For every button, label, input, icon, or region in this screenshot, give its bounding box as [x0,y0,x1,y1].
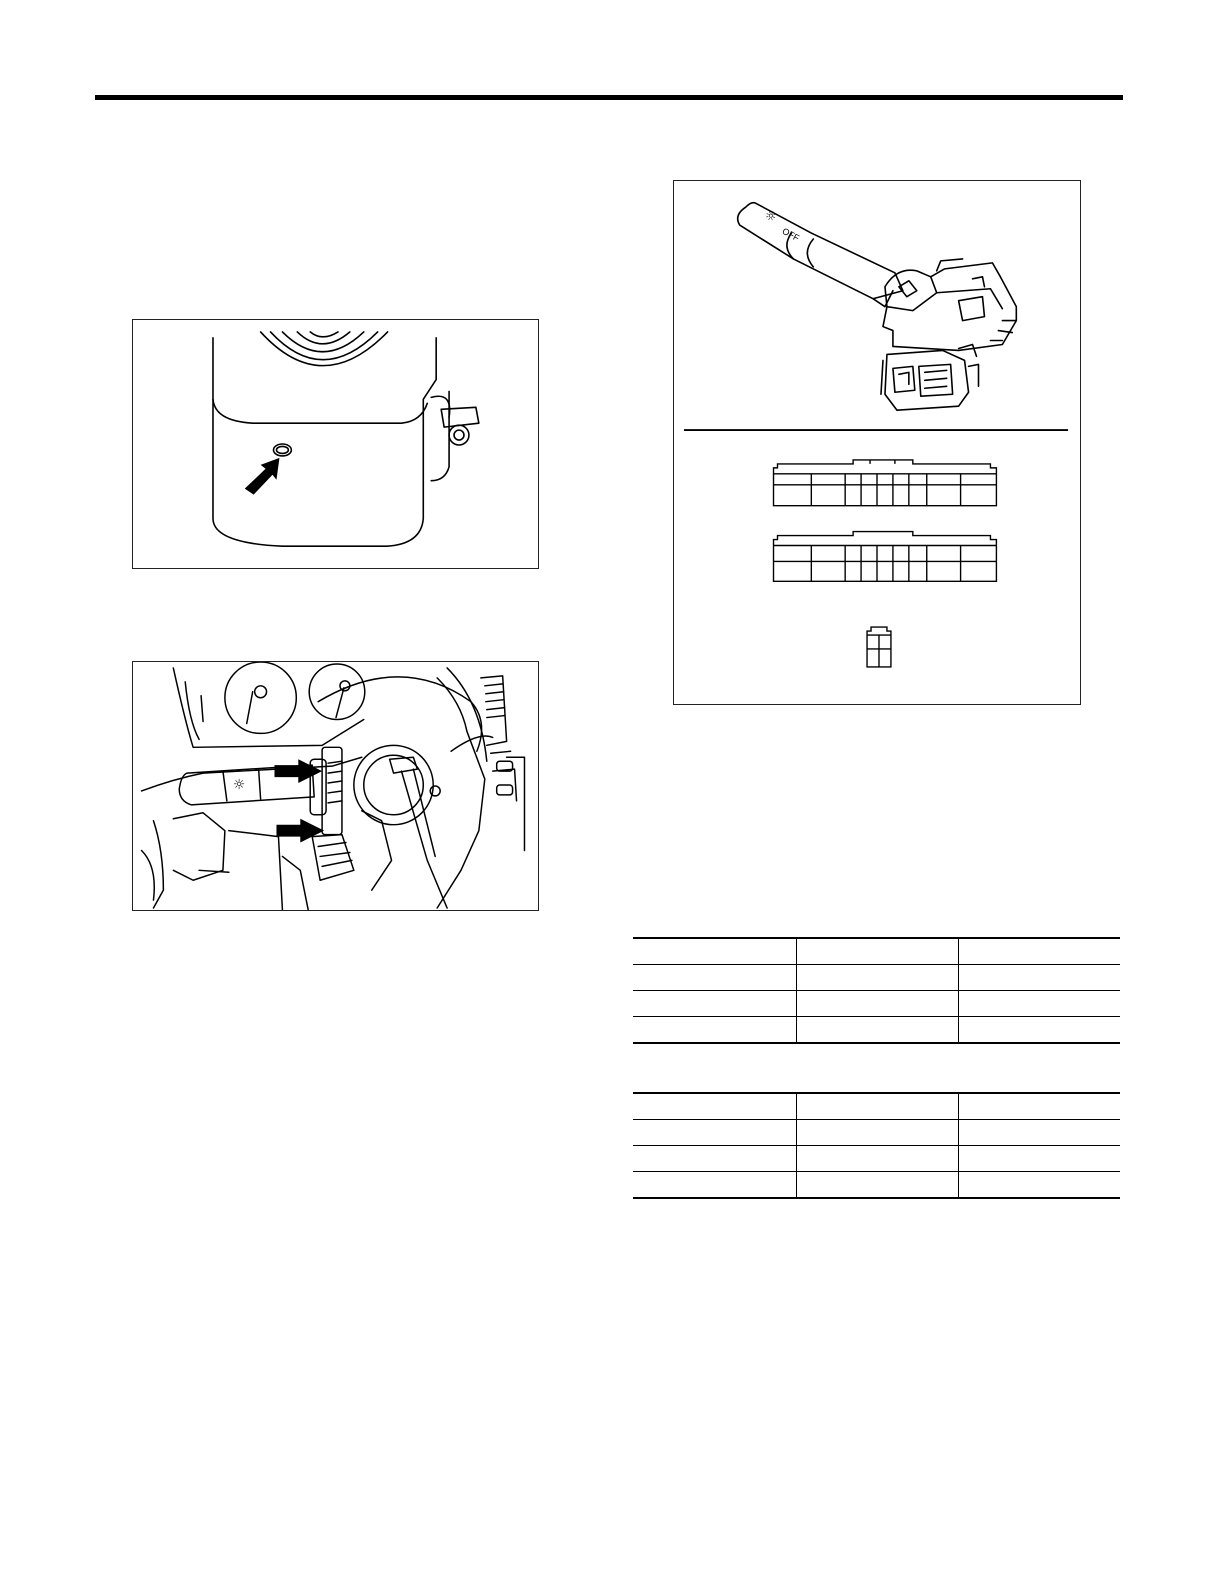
header-rule [95,95,1123,100]
table-cell [633,965,796,991]
table-cell [958,1093,1120,1120]
table-cell [958,991,1120,1017]
table-cell [633,938,796,965]
table-cell [796,1017,958,1044]
table-row [633,938,1120,965]
arrow-icon [274,759,322,783]
light-icon: ☼ [761,207,779,227]
table-cell [633,1146,796,1172]
table-cell [796,965,958,991]
table-cell [958,1017,1120,1044]
table-cell [633,1093,796,1120]
figure-steering-column-cover [132,319,539,569]
table-cell [796,991,958,1017]
table-row [633,1172,1120,1199]
table-cell [796,1146,958,1172]
table-cell [796,1172,958,1199]
table-cell [633,991,796,1017]
table-cell [633,1120,796,1146]
table-cell [633,1017,796,1044]
table-row [633,1017,1120,1044]
table-row [633,1120,1120,1146]
table-cell [958,965,1120,991]
off-label: OFF [780,225,802,244]
table-row [633,1093,1120,1120]
table-cell [958,1120,1120,1146]
table-cell [633,1172,796,1199]
table-row [633,991,1120,1017]
table-cell [958,938,1120,965]
table-1 [633,937,1120,1044]
arrow-icon [276,819,324,843]
combination-switch-illustration [133,662,538,910]
lighting-switch-illustration [674,181,1080,704]
table-row [633,965,1120,991]
figure-lighting-switch-connector [673,180,1081,705]
figure-combination-switch-removal [132,661,539,911]
table-cell [958,1146,1120,1172]
table-cell [796,1093,958,1120]
table-row [633,1146,1120,1172]
arrow-icon [245,458,280,495]
light-icon: ☼ [232,776,246,793]
table-2 [633,1092,1120,1199]
table-cell [796,1120,958,1146]
steering-column-cover-illustration [133,320,538,568]
table-cell [958,1172,1120,1199]
table-cell [796,938,958,965]
